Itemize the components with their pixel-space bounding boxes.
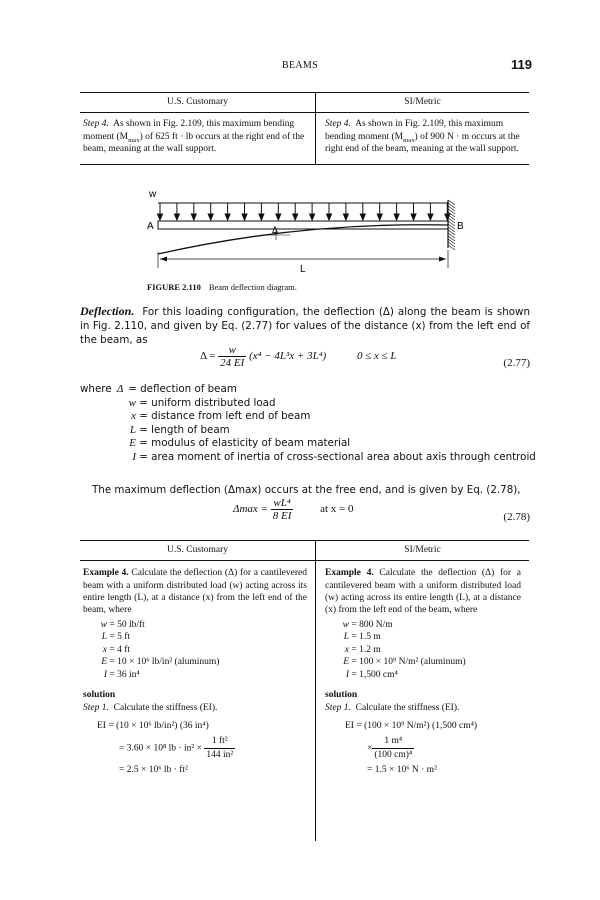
example-label: Example 4.: [83, 568, 129, 579]
where-desc: = uniform distributed load: [139, 396, 276, 409]
paragraph-text: For this loading configuration, the deflection (Δ) along the beam is shown in Fig. 2.110, and given by Eq. (2.77) for values of the distance (x) from the left end of the beam, as: [80, 306, 531, 346]
step4-text: As shown in Fig. 2.109, this maximum bending moment (M: [325, 119, 504, 142]
eq-numerator: wL⁴: [271, 497, 294, 510]
where-row: [80, 397, 536, 411]
where-desc: = modulus of elasticity of beam material: [139, 437, 351, 449]
where-intro: where: [80, 383, 112, 395]
load-arrowhead: [377, 214, 382, 220]
label-w: w: [149, 189, 157, 200]
wall-hatch: [448, 206, 455, 211]
load-arrowhead: [411, 214, 416, 220]
load-arrowhead: [191, 214, 196, 220]
step1-text: Calculate the stiffness (EI).: [113, 702, 218, 713]
max-subscript: max: [403, 136, 415, 144]
wall-hatch: [448, 245, 455, 250]
load-arrowhead: [310, 214, 315, 220]
solution-label: solution: [83, 690, 116, 701]
wall-hatch: [448, 233, 455, 238]
given-values: w = 800 N/m L = 1.5 m x = 1.2 m E = 100 × 10⁹ N/m² (aluminum) I = 1,500 cm⁴: [342, 619, 466, 680]
equation-number-2-77: (2.77): [503, 357, 530, 369]
eq-numerator: w: [218, 344, 246, 357]
where-symbol: L: [129, 423, 136, 436]
load-arrowhead: [343, 214, 348, 220]
wall-hatch: [448, 236, 455, 241]
where-row: [80, 451, 536, 465]
step-label: Step 1.: [83, 702, 109, 713]
load-arrowhead: [394, 214, 399, 220]
where-row: [80, 437, 536, 451]
step-label: Step 1.: [325, 702, 351, 713]
load-arrowhead: [293, 214, 298, 220]
eq-rhs: (x⁴ − 4L³x + 3L⁴): [249, 350, 327, 363]
where-symbol: w: [128, 396, 136, 409]
running-header-title: BEAMS: [282, 60, 318, 71]
example-text: Calculate the deflection (Δ) for a cantilevered beam with a uniform distributed load (w) acting across its entire length (L), at a distance (x) from the left end of the beam, where: [83, 568, 307, 616]
given-value: = 1.5 m: [351, 632, 381, 643]
load-arrowhead: [327, 214, 332, 220]
table2-header-right: SI/Metric: [316, 541, 530, 561]
where-desc: = deflection of beam: [128, 383, 237, 395]
max-deflection-paragraph: The maximum deflection (Δmax) occurs at the free end, and is given by Eq. (2.78),: [92, 484, 521, 496]
where-symbol: Δ: [116, 383, 124, 395]
step-label: Step 4.: [325, 119, 351, 130]
label-a: A: [147, 221, 154, 232]
eq-range: 0 ≤ x ≤ L: [356, 350, 397, 363]
step4-text: As shown in Fig. 2.109, this maximum bending moment (M: [83, 119, 295, 142]
wall-hatch: [448, 218, 455, 223]
wall-hatch: [448, 200, 455, 205]
calc-denominator: (100 cm)⁴: [374, 749, 413, 760]
given-value: = 800 N/m: [351, 619, 393, 630]
where-symbol: E: [129, 437, 136, 449]
wall-hatch: [448, 227, 455, 232]
wall-hatch: [448, 242, 455, 247]
load-arrowhead: [428, 214, 433, 220]
where-desc: = length of beam: [139, 423, 230, 436]
calc-line: EI = (10 × 10⁶ lb/in²) (36 in⁴): [97, 720, 209, 731]
step1-text: Calculate the stiffness (EI).: [355, 702, 460, 713]
page-number: 119: [511, 57, 532, 72]
calc-line: EI = (100 × 10⁹ N/m²) (1,500 cm⁴): [345, 720, 478, 731]
load-arrowhead: [225, 214, 230, 220]
load-arrowhead: [208, 214, 213, 220]
wall-hatch: [448, 209, 455, 214]
load-arrowhead: [174, 214, 179, 220]
wall-hatch: [448, 230, 455, 235]
figure-caption: [147, 282, 297, 292]
label-b: B: [457, 221, 464, 232]
max-subscript: max: [128, 136, 140, 144]
wall-hatch: [448, 203, 455, 208]
calc-numerator: 1 m⁴: [372, 735, 414, 749]
calc-line: = 3.60 × 10⁸ lb · in² ×: [119, 743, 202, 754]
where-row: [80, 410, 536, 424]
wall-hatch: [448, 239, 455, 244]
figure-caption-text: Beam deflection diagram.: [208, 282, 297, 292]
where-row: [80, 424, 536, 438]
eq-condition: at x = 0: [320, 503, 354, 516]
step-label: Step 4.: [83, 119, 109, 130]
beam-deflection-diagram: [0, 0, 600, 300]
equation-2-77: [200, 344, 397, 369]
given-value: = 100 × 10⁹ N/m² (aluminum): [351, 657, 466, 668]
given-values: w = 50 lb/ft L = 5 ft x = 4 ft E = 10 × 10⁶ lb/in² (aluminum) I = 36 in⁴: [100, 619, 220, 680]
where-desc: = area moment of inertia of cross-sectional area about axis through centroid: [139, 450, 536, 463]
table2-header-left: U.S. Customary: [80, 541, 316, 561]
calc-result: = 2.5 × 10⁶ lb · ft²: [119, 764, 188, 775]
given-value: = 10 × 10⁶ lb/in² (aluminum): [109, 657, 220, 668]
stiffness-calc: [83, 720, 307, 777]
deflection-paragraph: [80, 304, 530, 347]
wall-hatch: [448, 221, 455, 226]
given-value: = 1.2 m: [351, 644, 381, 655]
wall-hatch: [448, 215, 455, 220]
where-row: [80, 383, 536, 397]
step4-text-cont: ) of 625 ft · lb occurs at the right end of the beam, meaning at the wall support.: [83, 131, 305, 155]
load-arrowhead: [158, 214, 163, 220]
where-symbol: x: [131, 410, 136, 422]
solution-label: solution: [325, 690, 358, 701]
example-label: Example 4.: [325, 568, 374, 579]
eq-denominator: 24 EI: [220, 357, 245, 369]
given-value: = 36 in⁴: [109, 669, 140, 680]
equation-number-2-78: (2.78): [503, 511, 530, 523]
load-arrowhead: [360, 214, 365, 220]
eq-denominator: 8 EI: [272, 510, 292, 522]
dim-arrow-left: [160, 257, 167, 262]
given-value: = 1,500 cm⁴: [351, 669, 398, 680]
eq-lhs: Δmax =: [233, 503, 268, 516]
stiffness-calc: [325, 720, 521, 777]
example-text: Calculate the deflection (Δ) for a cantilevered beam with a uniform distributed load (w) acting across its entire length (L), at a distance (x) from the left end of the beam, where: [325, 568, 521, 616]
section-heading: Deflection.: [80, 304, 135, 318]
given-value: = 5 ft: [109, 632, 131, 643]
example4-table: [80, 540, 529, 841]
figure-number: FIGURE 2.110: [147, 282, 201, 292]
table1-header-left: U.S. Customary: [80, 93, 316, 113]
load-arrowhead: [276, 214, 281, 220]
equation-2-78: [233, 497, 354, 522]
table1-header-right: SI/Metric: [316, 93, 530, 113]
load-arrowhead: [242, 214, 247, 220]
dim-arrow-right: [439, 257, 446, 262]
calc-line: ×: [367, 743, 373, 754]
label-l: L: [300, 264, 306, 275]
given-value: = 4 ft: [109, 644, 131, 655]
calc-numerator: 1 ft²: [204, 735, 235, 749]
table2-left-cell: [80, 561, 316, 842]
where-list: [80, 383, 536, 464]
calc-result: = 1.5 × 10⁶ N · m²: [367, 764, 437, 775]
given-value: = 50 lb/ft: [109, 619, 145, 630]
table2-right-cell: [316, 561, 530, 842]
load-arrowhead: [259, 214, 264, 220]
where-symbol: I: [132, 450, 136, 463]
calc-denominator: 144 in²: [206, 749, 234, 760]
eq-lhs: Δ =: [200, 350, 216, 363]
label-delta: Δ: [272, 225, 279, 235]
wall-hatch: [448, 224, 455, 229]
step4-text-cont: ) of 900 N · m occurs at the right end of the beam, meaning at the wall support.: [325, 131, 520, 155]
where-desc: = distance from left end of beam: [139, 410, 311, 422]
